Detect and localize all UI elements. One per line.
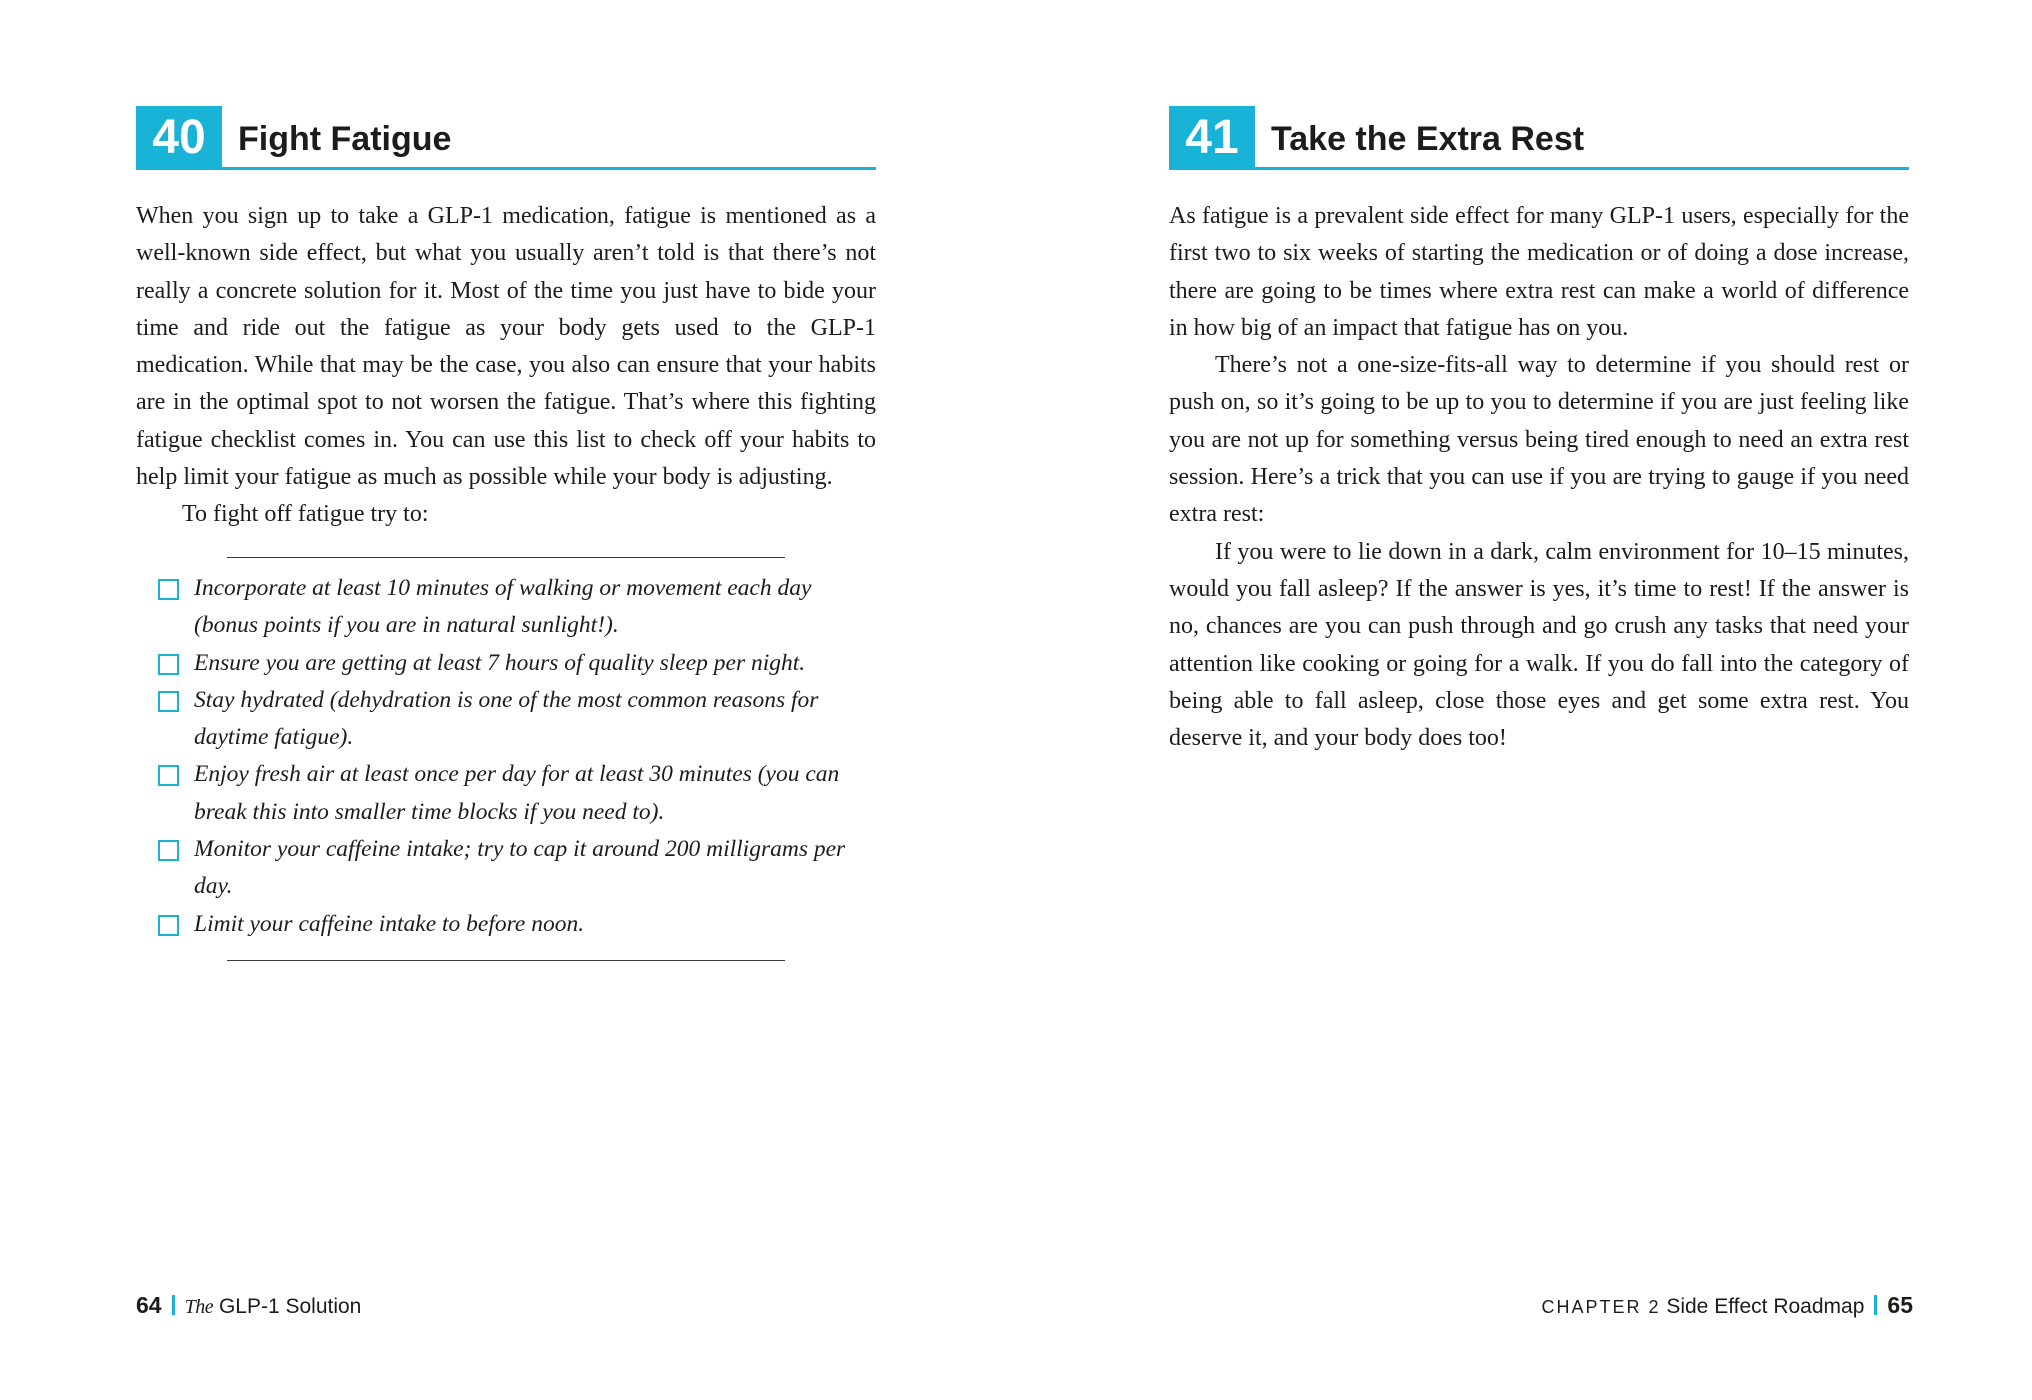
- checklist-top-rule: [227, 557, 785, 558]
- checkbox-icon[interactable]: [158, 765, 179, 786]
- checkbox-icon[interactable]: [158, 915, 179, 936]
- section-number-badge: 40: [136, 106, 222, 170]
- section-body: [1169, 198, 1909, 757]
- footer-separator: [1874, 1295, 1877, 1315]
- page-number: 64: [136, 1292, 162, 1318]
- page-number: 65: [1887, 1292, 1913, 1318]
- checkbox-icon[interactable]: [158, 579, 179, 600]
- book-title-prefix: The: [184, 1296, 214, 1318]
- checklist-item: [158, 831, 858, 906]
- body-paragraph: When you sign up to take a GLP-1 medication, fatigue is mentioned as a well-known side effect, but what you usually aren’t told is that there’s not really a concrete solution for it. Most of the time you just have to bide your time and ride out the fatigue as your body gets used to the GLP-1 medication. While that may be the case, you also can ensure that your habits are in the optimal spot to not worsen the fatigue. That’s where this fighting fatigue checklist comes in. You can use this list to check off your habits to help limit your fatigue as much as possible while your body is adjusting.: [136, 203, 876, 491]
- checklist-item: [158, 756, 858, 831]
- checklist-item: [158, 645, 858, 682]
- checklist-item: [158, 570, 858, 645]
- checkbox-icon[interactable]: [158, 654, 179, 675]
- section-header-41: [1169, 106, 1909, 170]
- checklist-item-text: Ensure you are getting at least 7 hours of quality sleep per night.: [194, 649, 806, 676]
- right-page-footer: [1541, 1292, 1913, 1319]
- right-page: [1169, 0, 1909, 1400]
- left-page-footer: [136, 1292, 361, 1319]
- body-paragraph: There’s not a one-size-fits-all way to determine if you should rest or push on, so it’s going to be up to you to determine if you are just feeling like you are not up for something versus being tired enough to need an extra rest session. Here’s a trick that you can use if you are trying to gauge if you need extra rest:: [1169, 352, 1909, 528]
- checklist-item-text: Monitor your caffeine intake; try to cap it around 200 milligrams per day.: [194, 836, 846, 900]
- checklist-item-text: Incorporate at least 10 minutes of walking or movement each day (bonus points if you are in natural sunlight!).: [194, 575, 812, 639]
- body-paragraph: If you were to lie down in a dark, calm environment for 10–15 minutes, would you fall asleep? If the answer is yes, it’s time to rest! If the answer is no, chances are you can push through and go crush any tasks that need your attention like cooking or going for a walk. If you do fall into the category of being able to fall asleep, close those eyes and get some extra rest. You deserve it, and your body does too!: [1169, 538, 1909, 752]
- book-title: GLP-1 Solution: [218, 1295, 362, 1318]
- section-body: [136, 198, 876, 534]
- checklist-item: [158, 906, 858, 943]
- section-number-badge: 41: [1169, 106, 1255, 170]
- section-header-40: [136, 106, 876, 170]
- checklist-bottom-rule: [227, 960, 785, 961]
- chapter-title: Side Effect Roadmap: [1666, 1295, 1865, 1318]
- checklist-item-text: Limit your caffeine intake to before noon.: [194, 910, 585, 937]
- footer-separator: [172, 1295, 175, 1315]
- section-title: Take the Extra Rest: [1271, 120, 1585, 158]
- checklist-item-text: Stay hydrated (dehydration is one of the most common reasons for daytime fatigue).: [194, 686, 819, 751]
- body-paragraph: As fatigue is a prevalent side effect for many GLP-1 users, especially for the first two to six weeks of starting the medication or of doing a dose increase, there are going to be times where extra rest can make a world of difference in how big of an impact that fatigue has on you.: [1169, 203, 1909, 341]
- left-page: [136, 0, 876, 1400]
- chapter-label: CHAPTER 2: [1541, 1297, 1661, 1317]
- checklist-item: [158, 682, 858, 757]
- body-paragraph: To fight off fatigue try to:: [182, 501, 429, 528]
- checkbox-icon[interactable]: [158, 691, 179, 712]
- section-title-underline: [1255, 167, 1909, 170]
- fatigue-checklist: [158, 570, 858, 943]
- checkbox-icon[interactable]: [158, 840, 179, 861]
- section-title: Fight Fatigue: [238, 120, 452, 158]
- section-title-underline: [222, 167, 876, 170]
- checklist-item-text: Enjoy fresh air at least once per day for at least 30 minutes (you can break this into smaller time blocks if you need to).: [194, 761, 840, 825]
